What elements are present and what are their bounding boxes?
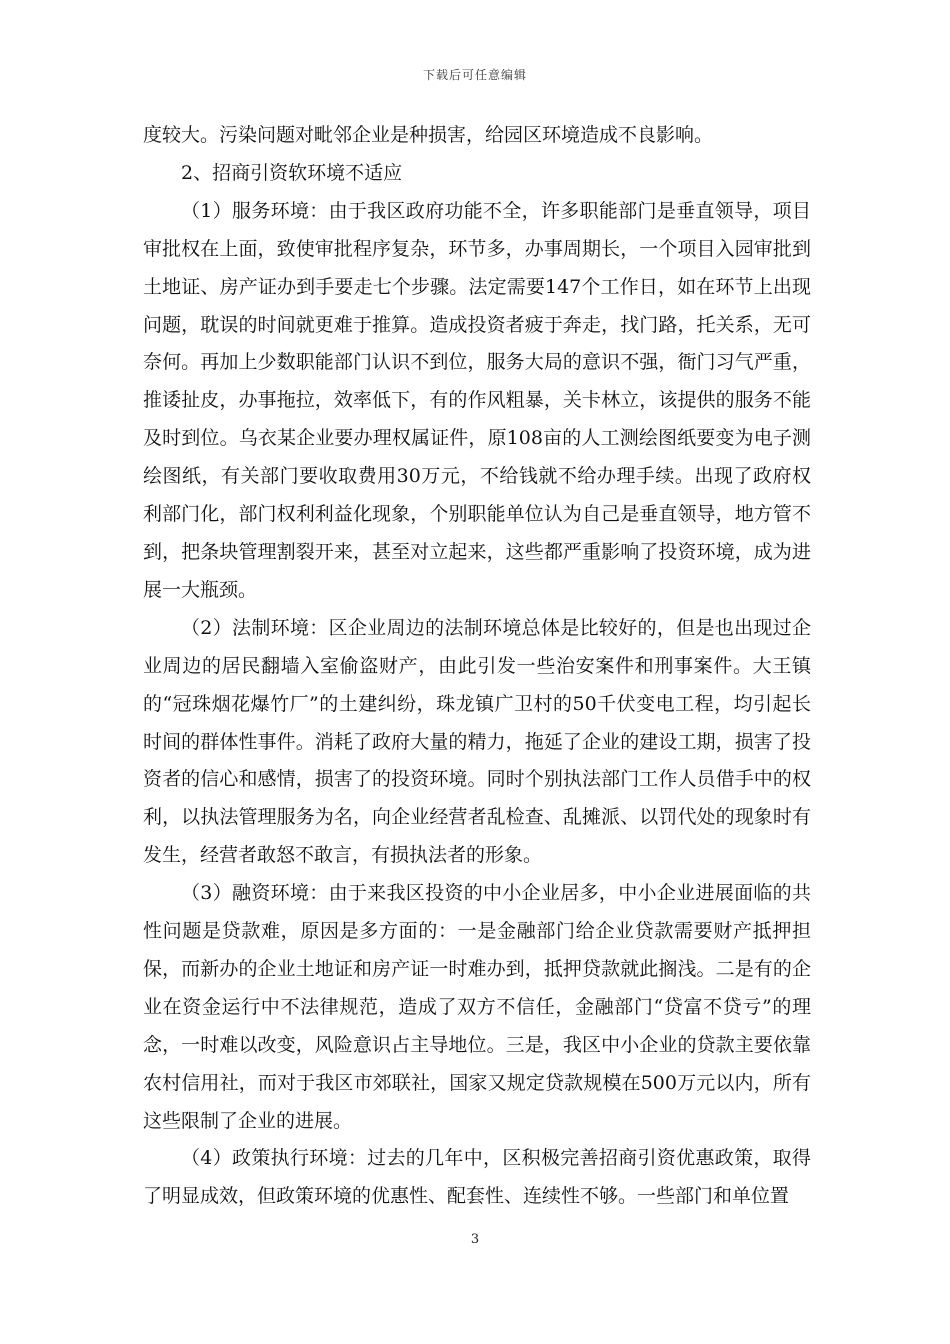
- paragraph-financing-environment: （3）融资环境：由于来我区投资的中小企业居多，中小企业进展面临的共性问题是贷款难，原因是多方面的：一是金融部门给企业贷款需要财产抵押担保，而新办的企业土地证和房产证一时难办到，抵押贷款就此搁浅。二是有的企业在资金运行中不法律规范，造成了双方不信任，金融部门“贷富不贷亏”的理念，一时难以改变，风险意识占主导地位。三是，我区中小企业的贷款主要依靠农村信用社，而对于我区市郊联社，国家又规定贷款规模在500万元以内，所有这些限制了企业的进展。: [143, 882, 811, 1132]
- paragraph-service-environment: （1）服务环境：由于我区政府功能不全，许多职能部门是垂直领导，项目审批权在上面，致使审批程序复杂，环节多，办事周期长，一个项目入园审批到土地证、房产证办到手要走七个步骤。法定需要147个工作日，如在环节上出现问题，耽误的时间就更难于推算。造成投资者疲于奔走，找门路，托关系，无可奈何。再加上少数职能部门认识不到位，服务大局的意识不强，衙门习气严重，推诿扯皮，办事拖拉，效率低下，有的作风粗暴，关卡林立，该提供的服务不能及时到位。乌衣某企业要办理权属证件，原108亩的人工测绘图纸要变为电子测绘图纸，有关部门要收取费用30万元，不给钱就不给办理手续。出现了政府权利部门化，部门权利利益化现象，个别职能单位认为自己是垂直领导，地方管不到，把条块管理割裂开来，甚至对立起来，这些都严重影响了投资环境，成为进展一大瓶颈。: [143, 199, 811, 601]
- document-body: [143, 117, 811, 1216]
- paragraph-continuation: 度较大。污染问题对毗邻企业是种损害，给园区环境造成不良影响。: [143, 124, 714, 146]
- paragraph-legal-environment: （2）法制环境：区企业周边的法制环境总体是比较好的，但是也出现过企业周边的居民翻墙入室偷盗财产，由此引发一些治安案件和刑事案件。大王镇的“冠珠烟花爆竹厂”的土建纠纷，珠龙镇广卫村的50千伏变电工程，均引起长时间的群体性事件。消耗了政府大量的精力，拖延了企业的建设工期，损害了投资者的信心和感情，损害了的投资环境。同时个别执法部门工作人员借手中的权利，以执法管理服务为名，向企业经营者乱检查、乱摊派、以罚代处的现象时有发生，经营者敢怒不敢言，有损执法者的形象。: [143, 616, 811, 867]
- paragraph-policy-environment: （4）政策执行环境：过去的几年中，区积极完善招商引资优惠政策，取得了明显成效，但政策环境的优惠性、配套性、连续性不够。一些部门和单位置: [143, 1147, 811, 1208]
- page-number: 3: [470, 1232, 480, 1247]
- section-heading: 2、招商引资软环境不适应: [181, 161, 403, 184]
- header-note: 下载后可任意编辑: [422, 68, 527, 82]
